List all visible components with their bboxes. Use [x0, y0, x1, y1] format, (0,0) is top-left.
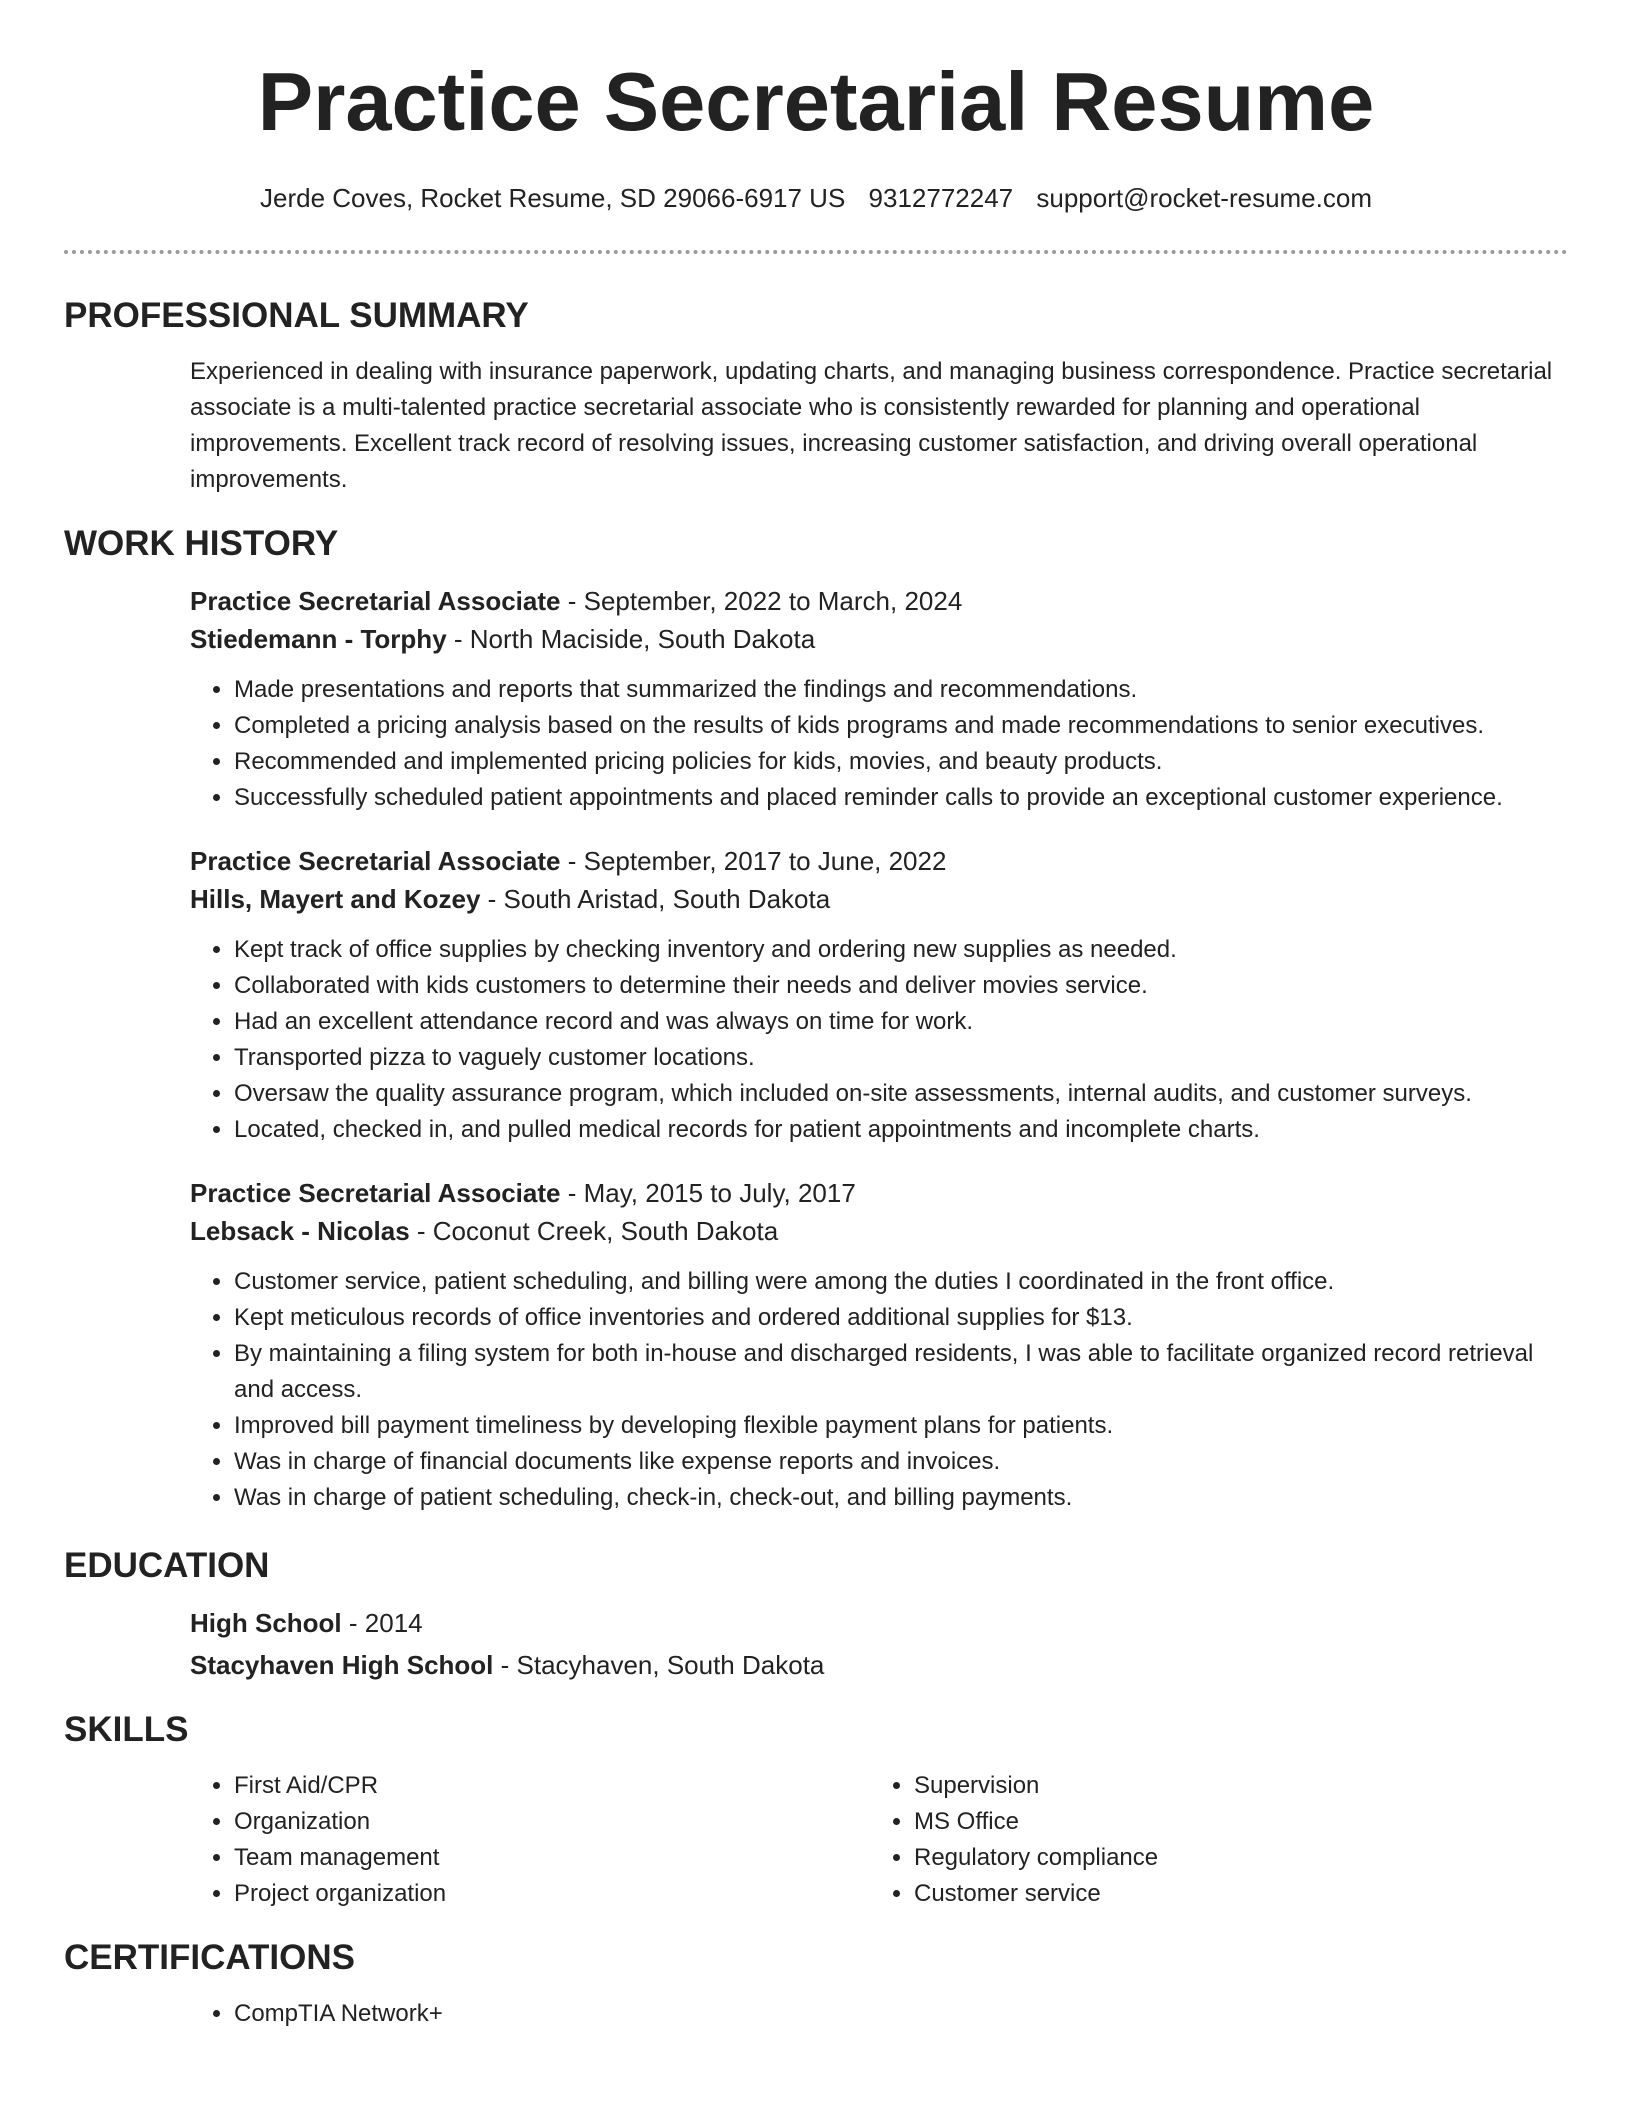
education-location: - Stacyhaven, South Dakota [493, 1650, 825, 1680]
list-item: • Kept track of office supplies by checking inventory and ordering new supplies as needed. [234, 932, 1568, 968]
job-title: Practice Secretarial Associate [190, 586, 561, 616]
job-company: Hills, Mayert and Kozey [190, 884, 481, 914]
header-divider [64, 250, 1568, 254]
list-item: • Collaborated with kids customers to determine their needs and deliver movies service. [234, 968, 1568, 1004]
work-history-section [64, 520, 1568, 1516]
job-dates: - May, 2015 to July, 2017 [560, 1178, 856, 1208]
job-title-line [190, 1174, 1568, 1212]
job-dates: - September, 2022 to March, 2024 [560, 586, 963, 616]
job-entry [190, 842, 1568, 1148]
list-item: • Customer service, patient scheduling, and billing were among the duties I coordinated in the front office. [234, 1264, 1568, 1300]
summary-heading: PROFESSIONAL SUMMARY [64, 296, 529, 335]
skills-grid [190, 1768, 1568, 1912]
job-company: Lebsack - Nicolas [190, 1216, 410, 1246]
list-item: • Project organization [234, 1876, 870, 1912]
education-school-line [190, 1646, 1568, 1684]
list-item: • Completed a pricing analysis based on the results of kids programs and made recommendations to senior executives. [234, 708, 1568, 744]
education-degree: High School [190, 1608, 342, 1638]
resume-content [64, 292, 1568, 2054]
job-title-line [190, 582, 1568, 620]
list-item: • Was in charge of financial documents like expense reports and invoices. [234, 1444, 1568, 1480]
certifications-heading: CERTIFICATIONS [64, 1938, 356, 1977]
list-item: • Located, checked in, and pulled medical records for patient appointments and incomplete charts. [234, 1112, 1568, 1148]
job-company-line [190, 1212, 1568, 1250]
skills-column-left [190, 1768, 870, 1912]
job-title: Practice Secretarial Associate [190, 1178, 561, 1208]
list-item: • Regulatory compliance [914, 1840, 1550, 1876]
page-title: Practice Secretarial Resume [257, 55, 1375, 148]
education-degree-line [190, 1604, 1568, 1642]
list-item: • Had an excellent attendance record and was always on time for work. [234, 1004, 1568, 1040]
list-item: • Improved bill payment timeliness by developing flexible payment plans for patients. [234, 1408, 1568, 1444]
job-duties-list [190, 932, 1568, 1148]
contact-email: support@rocket-resume.com [1036, 183, 1372, 213]
certifications-section [64, 1934, 1568, 2032]
list-item: • Organization [234, 1804, 870, 1840]
list-item: • Team management [234, 1840, 870, 1876]
skills-list [870, 1768, 1550, 1912]
job-location: - Coconut Creek, South Dakota [409, 1216, 779, 1246]
contact-address: Jerde Coves, Rocket Resume, SD 29066-6917 US [260, 183, 846, 213]
job-entry [190, 582, 1568, 816]
list-item: • Recommended and implemented pricing policies for kids, movies, and beauty products. [234, 744, 1568, 780]
list-item: • Oversaw the quality assurance program, which included on-site assessments, internal audits, and customer surveys. [234, 1076, 1568, 1112]
list-item: • Transported pizza to vaguely customer locations. [234, 1040, 1568, 1076]
education-school: Stacyhaven High School [190, 1650, 494, 1680]
work-history-heading: WORK HISTORY [64, 524, 339, 563]
job-company-line [190, 880, 1568, 918]
skills-section [64, 1706, 1568, 1912]
list-item: • First Aid/CPR [234, 1768, 870, 1804]
list-item: • CompTIA Network+ [234, 1996, 1568, 2032]
list-item: • Successfully scheduled patient appointments and placed reminder calls to provide an exceptional customer experience. [234, 780, 1568, 816]
job-duties-list [190, 1264, 1568, 1516]
education-heading: EDUCATION [64, 1546, 270, 1585]
contact-phone: 9312772247 [868, 183, 1014, 213]
list-item: • Supervision [914, 1768, 1550, 1804]
skills-list [190, 1768, 870, 1912]
certifications-list [190, 1996, 1568, 2032]
summary-text: Experienced in dealing with insurance paperwork, updating charts, and managing business correspondence. Practice secretarial associate is a multi-talented practice secretarial associate who is consistently rewarded for planning and operational improvements. Excellent track record of resolving issues, increasing customer satisfaction, and driving overall operational improvements. [190, 358, 1553, 493]
job-title-line [190, 842, 1568, 880]
skills-heading: SKILLS [64, 1710, 189, 1749]
skills-column-right [870, 1768, 1550, 1912]
education-year: - 2014 [341, 1608, 423, 1638]
list-item: • By maintaining a filing system for both in-house and discharged residents, I was able to facilitate organized record retrieval and access. [234, 1336, 1568, 1408]
education-section [64, 1542, 1568, 1684]
list-item: • MS Office [914, 1804, 1550, 1840]
list-item: • Customer service [914, 1876, 1550, 1912]
job-title: Practice Secretarial Associate [190, 846, 561, 876]
job-company-line [190, 620, 1568, 658]
job-location: - South Aristad, South Dakota [480, 884, 831, 914]
job-entry [190, 1174, 1568, 1516]
summary-section [64, 292, 1568, 498]
job-duties-list [190, 672, 1568, 816]
contact-info [0, 180, 1632, 216]
job-dates: - September, 2017 to June, 2022 [560, 846, 947, 876]
job-company: Stiedemann - Torphy [190, 624, 447, 654]
list-item: • Made presentations and reports that summarized the findings and recommendations. [234, 672, 1568, 708]
list-item: • Kept meticulous records of office inventories and ordered additional supplies for $13. [234, 1300, 1568, 1336]
list-item: • Was in charge of patient scheduling, check-in, check-out, and billing payments. [234, 1480, 1568, 1516]
job-location: - North Maciside, South Dakota [446, 624, 816, 654]
